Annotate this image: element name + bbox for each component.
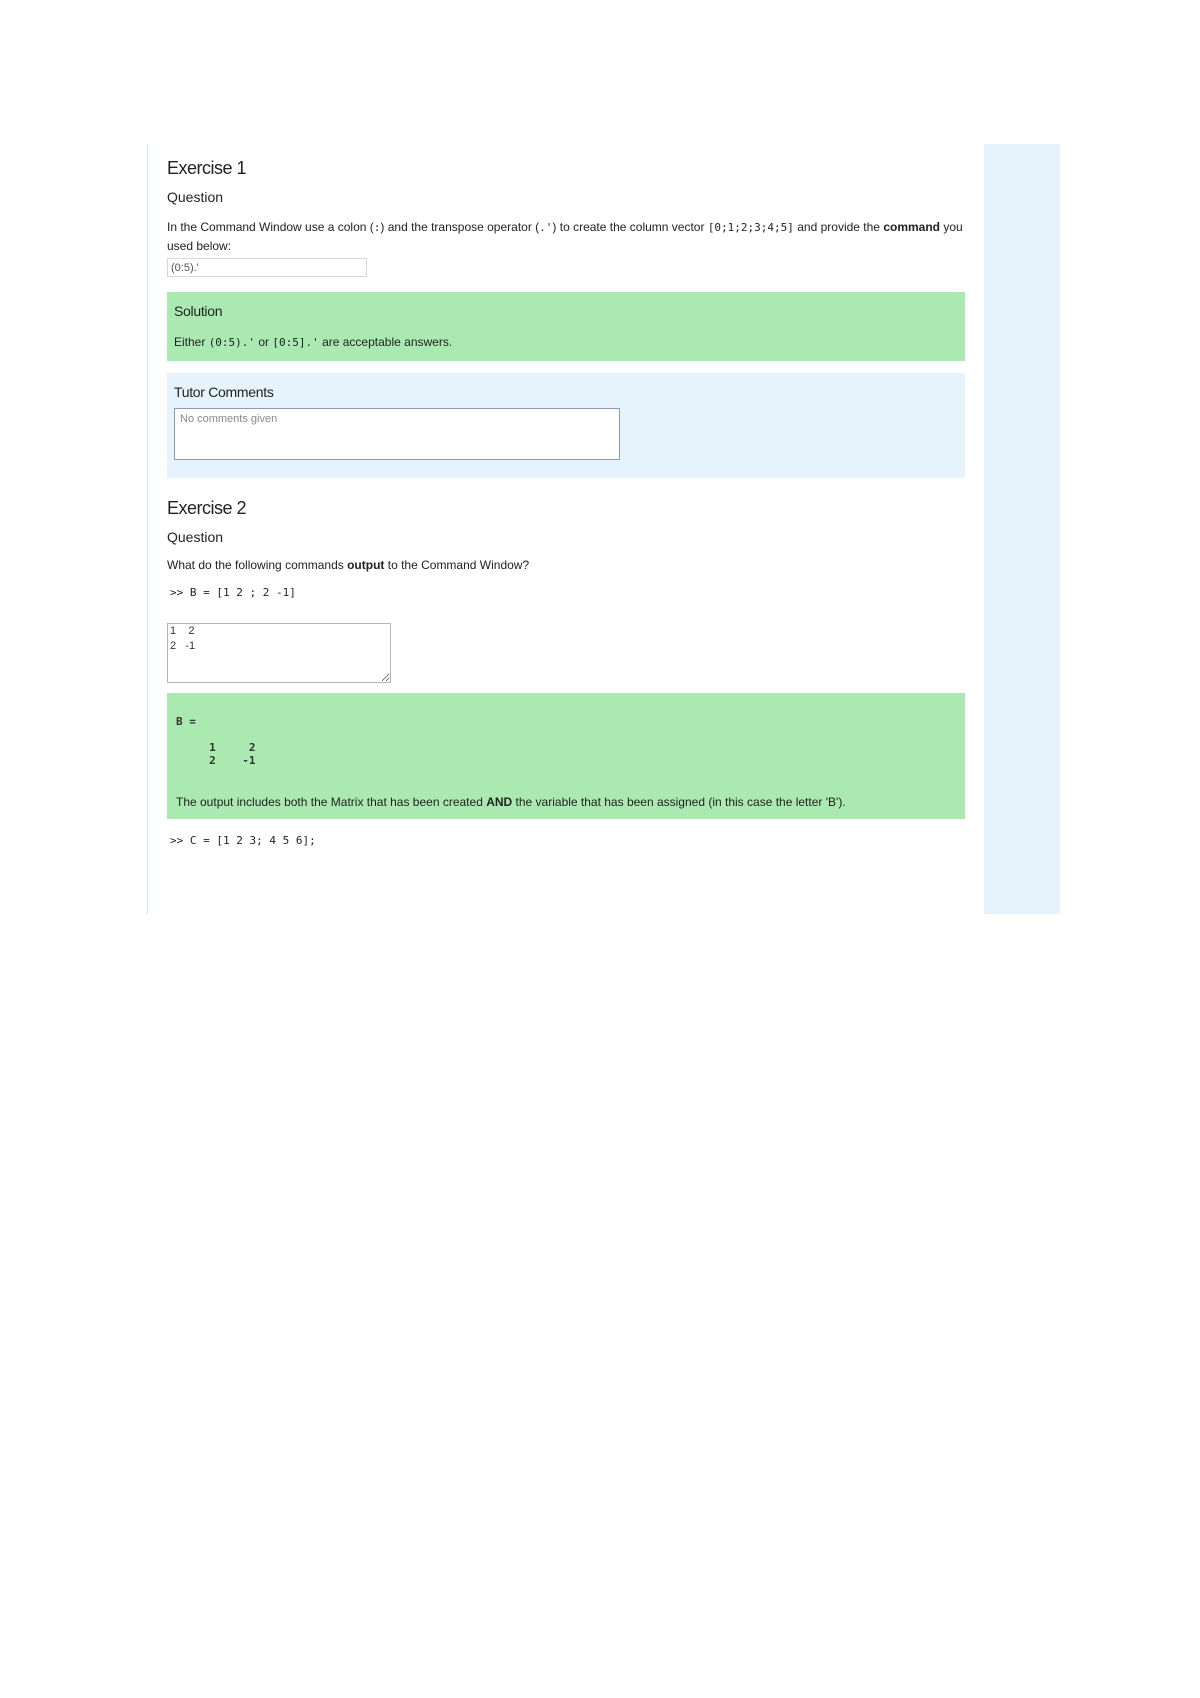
exercise1-question-heading: Question xyxy=(167,189,224,205)
exercise1-title: Exercise 1 xyxy=(167,158,247,178)
solution-spacer xyxy=(176,728,958,741)
solution-matrix-row: 2 -1 xyxy=(176,754,256,767)
exercise2-question-text: What do the following commands output to the Command Window? xyxy=(167,558,530,572)
exercise1-tutor-comments-panel xyxy=(167,373,965,478)
document-page xyxy=(147,144,1060,914)
exercise1-solution-title: Solution xyxy=(174,303,223,319)
solution-output-label: B = xyxy=(176,715,196,728)
content-area xyxy=(167,156,965,849)
answer-line: 1 2 xyxy=(170,625,195,637)
solution-matrix-row: 1 2 xyxy=(176,741,256,754)
tutor-comments-box[interactable]: No comments given xyxy=(174,408,620,460)
exercise1-answer-input[interactable] xyxy=(167,258,367,277)
exercise2-command-1: >> B = [1 2 ; 2 -1] xyxy=(170,586,296,599)
exercise2-title: Exercise 2 xyxy=(167,498,247,518)
exercise1-solution-panel xyxy=(167,292,965,361)
exercise2-solution-text: The output includes both the Matrix that has been created AND the variable that has been assigned (in this case the letter 'B'). xyxy=(176,795,846,809)
answer-line: 2 -1 xyxy=(170,640,196,652)
exercise2-command-2: >> C = [1 2 3; 4 5 6]; xyxy=(170,834,316,847)
exercise2-solution-panel xyxy=(167,693,965,819)
exercise1-question-text: In the Command Window use a colon (:) and the transpose operator (.') to create the column vector [0;1;2;3;4;5] and provide the command you used below: xyxy=(167,220,963,253)
tutor-comments-title: Tutor Comments xyxy=(174,384,274,400)
right-sidebar xyxy=(984,144,1060,914)
main-column xyxy=(148,144,983,914)
exercise2-answer-textarea[interactable] xyxy=(167,623,391,683)
exercise1-solution-text: Either (0:5).' or [0:5].' are acceptable answers. xyxy=(174,335,453,349)
exercise2-question-heading: Question xyxy=(167,529,224,545)
